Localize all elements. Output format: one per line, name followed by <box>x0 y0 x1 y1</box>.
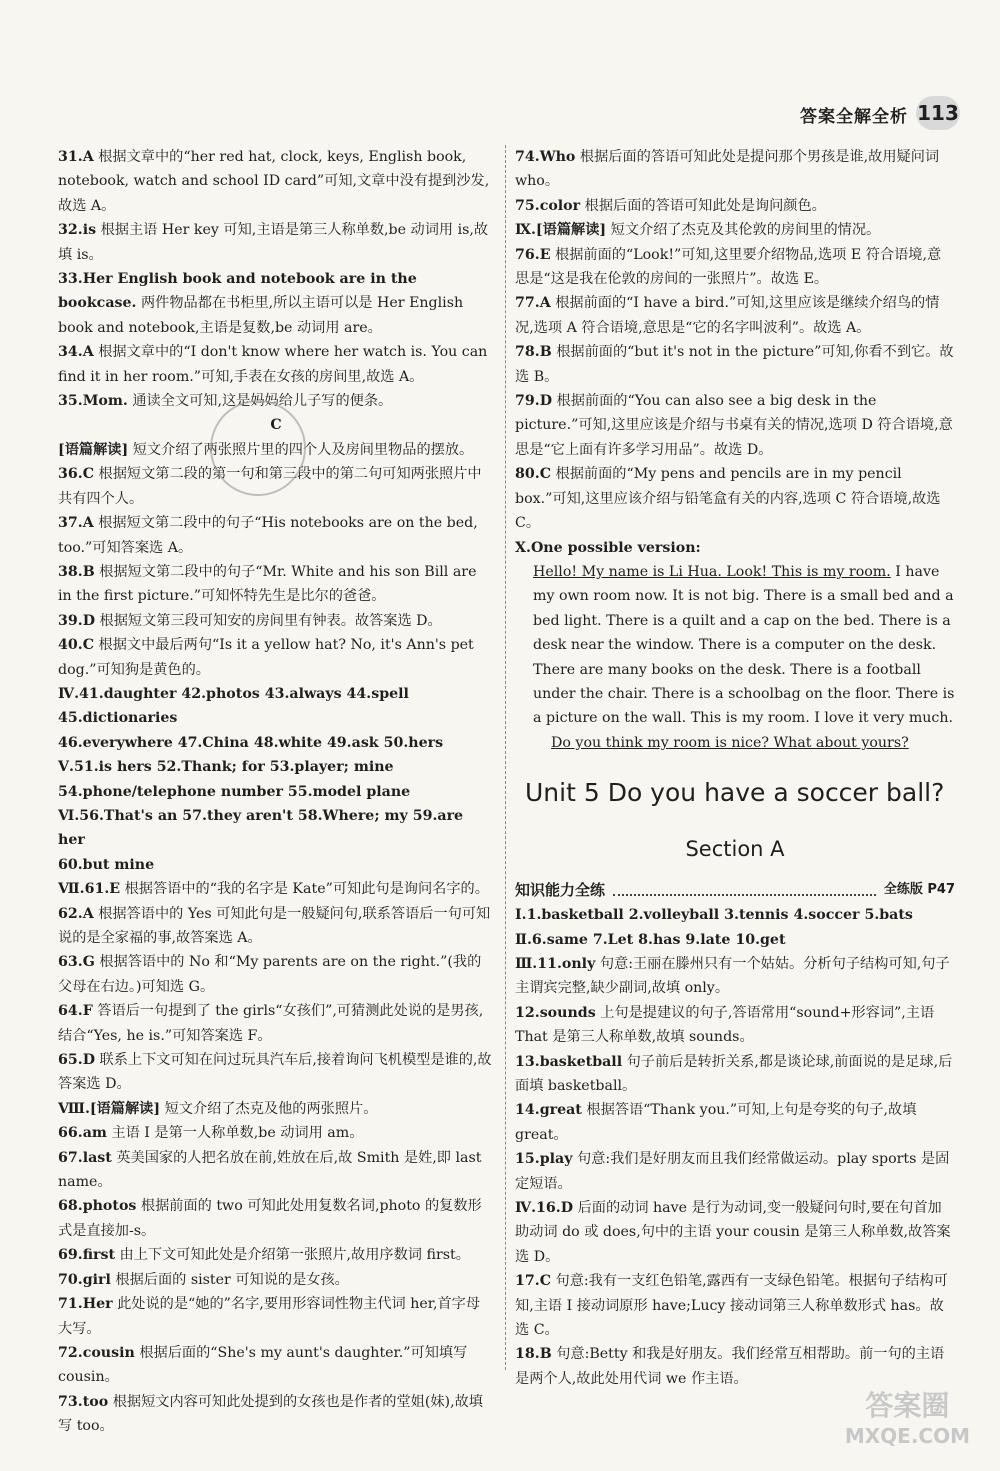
answer-key: Ⅰ.1.basketball 2.volleyball 3.tennis 4.soccer 5.bats <box>515 907 913 924</box>
answer-explanation: 句意:Betty 和我是好朋友。我们经常互相帮助。前一句的主语是两个人,故此处用代词 we 作主语。 <box>515 1346 945 1387</box>
answer-item <box>515 1342 955 1391</box>
answer-key: photos <box>82 1198 137 1215</box>
answer-explanation: 根据短文内容可知此处提到的女孩也是作者的堂姐(妹),故填写 too。 <box>58 1393 483 1435</box>
answer-number: 32. <box>58 222 83 239</box>
answer-item <box>58 877 494 901</box>
answer-key: A <box>82 344 94 361</box>
practice-bar-dots <box>613 884 876 896</box>
answer-item <box>58 1390 494 1439</box>
answer-item <box>58 145 494 218</box>
answer-key: A <box>82 515 94 532</box>
answer-key: E <box>539 246 551 263</box>
answer-number: 34. <box>58 344 83 361</box>
answer-explanation: 根据前面的“You can also see a big desk in the picture.”可知,这里应该是介绍与书桌有关的情况,选项 D 符合语境,意思是“它上面有许多学习用品”。故选 D。 <box>515 393 953 458</box>
answer-number: 18. <box>515 1346 540 1363</box>
answer-key: C <box>82 637 94 654</box>
answer-key: is <box>82 222 97 239</box>
answer-item <box>515 1098 955 1147</box>
answer-item <box>58 609 494 633</box>
answer-key: B <box>539 344 552 361</box>
left-answers-b <box>58 438 494 1439</box>
answer-number: 65. <box>58 1052 83 1069</box>
answer-number: 71. <box>58 1296 83 1313</box>
answer-key: D <box>82 1052 95 1069</box>
answer-explanation: 根据前面的“Look!”可知,这里要介绍物品,选项 E 符合语境,意思是“这是我在伦敦的房间的一张照片”。故选 E。 <box>515 246 942 288</box>
answer-key: Who <box>539 149 576 165</box>
answer-number: 78. <box>515 344 540 361</box>
answer-item <box>58 1268 494 1292</box>
column-divider <box>505 145 506 1370</box>
answer-key: Ⅱ.6.same 7.Let 8.has 9.late 10.get <box>515 931 786 948</box>
answer-number: 64. <box>58 1003 83 1020</box>
answer-explanation: 短文介绍了杰克及他的两张照片。 <box>164 1100 378 1117</box>
answer-key: first <box>82 1247 116 1264</box>
answer-item <box>515 1269 955 1342</box>
answer-explanation: 根据短文第二段中的句子“Mr. White and his son Bill are in the first picture.”可知怀特先生是比尔的爸爸。 <box>58 563 477 605</box>
answer-key: C <box>82 466 94 483</box>
answer-explanation: 主语 I 是第一人称单数,be 动词用 am。 <box>111 1125 364 1142</box>
answer-key: Ⅵ.56.That's an 57.they aren't 58.Where; my 59.are her <box>58 807 464 849</box>
answer-key: [语篇解读] <box>89 1100 161 1117</box>
practice-bar-label: 知识能力全练 <box>515 881 606 900</box>
answer-key: 60.but mine <box>58 856 155 873</box>
answer-number: Ⅸ. <box>515 222 536 239</box>
answer-key: [语篇解读] <box>535 222 607 239</box>
answer-explanation: 根据后面的答语可知此处是询问颜色。 <box>584 197 826 214</box>
answer-item <box>58 999 494 1048</box>
answer-key: basketball <box>539 1053 623 1070</box>
answer-explanation: 根据前面的“My pens and pencils are in my pencil box.”可知,这里应该介绍与铅笔盒有关的内容,选项 C 符合语境,故选 C。 <box>515 466 941 532</box>
answer-item <box>58 1097 494 1121</box>
answer-number: 35. <box>58 393 83 410</box>
answer-item <box>58 560 494 609</box>
answer-key: Mom. <box>82 393 128 410</box>
answer-item <box>515 952 955 1001</box>
answer-key: D <box>539 393 552 410</box>
answer-number: 79. <box>515 393 540 410</box>
answer-key: too <box>82 1393 109 1410</box>
answer-item <box>515 194 955 218</box>
answer-item <box>58 1121 494 1145</box>
answer-number: Ⅲ.11. <box>515 955 562 972</box>
practice-bar <box>515 877 955 903</box>
page-header <box>0 0 1000 127</box>
answer-item <box>58 633 494 682</box>
answer-explanation: 根据短文第三段可知安的房间里有钟表。故答案选 D。 <box>99 612 442 629</box>
answer-key: One possible version: <box>530 539 701 556</box>
answer-key: A <box>539 295 551 312</box>
answer-item <box>515 903 955 927</box>
answer-explanation: 句意:我们是好朋友而且我们经常做运动。play sports 是固定短语。 <box>515 1151 950 1192</box>
answer-item <box>58 340 494 389</box>
answer-explanation: 通读全文可知,这是妈妈给儿子写的便条。 <box>132 393 393 410</box>
right-column <box>515 145 955 1391</box>
answer-item <box>58 902 494 951</box>
answer-explanation: 根据文中最后两句“Is it a yellow hat? No, it's Ann's pet dog.”可知狗是黄色的。 <box>58 637 474 678</box>
answer-item <box>58 682 494 731</box>
answer-explanation: 根据短文第二段的第一句和第三段中的第二句可知两张照片中共有四个人。 <box>58 466 482 507</box>
watermark-logo <box>845 1391 970 1451</box>
answer-number: 73. <box>58 1393 83 1410</box>
answer-key: E <box>109 881 121 898</box>
answer-key: last <box>82 1149 112 1166</box>
answer-key: Ⅴ.51.is hers 52.Thank; for 53.player; mine 54.phone/telephone number 55.model plane <box>58 759 411 800</box>
answer-number: 15. <box>515 1151 540 1168</box>
answer-item <box>58 1048 494 1097</box>
answer-explanation: 根据前面的 two 可知此处用复数名词,photo 的复数形式是直接加-s。 <box>58 1198 482 1239</box>
answer-explanation: 两件物品都在书柜里,所以主语可以是 Her English book and notebook,主语是复数,be 动词用 are。 <box>58 295 464 336</box>
section-title: Section A <box>685 837 785 862</box>
answer-explanation: 句意:王丽在滕州只有一个姑姑。分析句子结构可知,句子主谓宾完整,缺少副词,故填 only。 <box>515 955 950 997</box>
answer-item <box>515 1147 955 1196</box>
answer-number: 17. <box>515 1273 540 1290</box>
answer-number: Ⅳ.16. <box>515 1200 561 1217</box>
answer-key: [语篇解读] <box>58 441 129 458</box>
answer-number: 31. <box>58 149 83 165</box>
answer-number: 33. <box>58 271 83 288</box>
answer-item <box>58 1194 494 1243</box>
answer-explanation: 根据主语 Her key 可知,主语是第三人称单数,be 动词用 is,故填 is。 <box>58 222 489 263</box>
answer-key: Her <box>82 1296 113 1313</box>
header-title: 答案全解全析 <box>800 107 908 127</box>
answer-explanation: 答语后一句提到了 the girls“女孩们”,可猜测此处说的是男孩,结合“Yes, he is.”可知答案选 F。 <box>58 1003 484 1044</box>
essay-first-line: Hello! My name is Li Hua. Look! This is my room. <box>533 563 891 580</box>
answer-number: 72. <box>58 1344 83 1361</box>
essay-body: I have my own room now. It is not big. There is a small bed and a bed light. There is a quilt and a cap on the bed. There is a desk near the window. There is a computer on the desk. There are many books on the desk. There is a football under the chair. There is a schoolbag on the floor. There is a picture on the wall. This is my room. I love it very much. <box>533 563 955 727</box>
answer-number: Ⅶ.61. <box>58 881 110 898</box>
answer-number: 13. <box>515 1053 540 1070</box>
answer-item <box>515 340 955 389</box>
answer-number: 75. <box>515 197 540 214</box>
answer-number: 80. <box>515 466 540 483</box>
answer-explanation: 根据后面的 sister 可知说的是女孩。 <box>115 1271 349 1288</box>
left-answers-a <box>58 145 494 413</box>
answer-item <box>515 1001 955 1050</box>
answer-number: Ⅹ. <box>515 539 531 556</box>
answer-key: color <box>539 197 581 214</box>
answer-number: 74. <box>515 149 540 165</box>
answer-explanation: 此处说的是“她的”名字,要用形容词性物主代词 her,首字母大写。 <box>58 1296 481 1337</box>
answer-explanation: 上句是提建议的句子,答语常用“sound+形容词”,主语 That 是第三人称单数,故填 sounds。 <box>515 1004 935 1046</box>
answer-key: only <box>561 955 596 972</box>
answer-number: 69. <box>58 1247 83 1264</box>
answer-item <box>58 804 494 853</box>
answer-key: C <box>539 1273 551 1290</box>
unit-title: Unit 5 Do you have a soccer ball? <box>525 778 945 808</box>
answer-explanation: 句意:我有一支红色铅笔,露西有一支绿色铅笔。根据句子结构可知,主语 I 接动词原形 have;Lucy 接动词第三人称单数形式 has。故选 C。 <box>515 1273 948 1339</box>
answer-item <box>58 1292 494 1341</box>
answer-explanation: 根据文章中的“I don't know where her watch is. You can find it in her room.”可知,手表在女孩的房间里,故选 A。 <box>58 344 488 385</box>
answer-number: 67. <box>58 1149 83 1166</box>
essay-last-line: Do you think my room is nice? What about yours? <box>551 734 909 751</box>
practice-bar-ref: 全练版 P47 <box>883 882 955 898</box>
answer-key: 46.everywhere 47.China 48.white 49.ask 50.hers <box>58 734 444 751</box>
answer-number: 68. <box>58 1198 83 1215</box>
answer-explanation: 句子前后是转折关系,都是谈论球,前面说的是足球,后面填 basketball。 <box>515 1053 953 1094</box>
answer-number: 39. <box>58 612 83 629</box>
answer-explanation: 根据答语中的 Yes 可知此句是一般疑问句,联系答语后一句可知说的是全家福的事,故答案选 A。 <box>58 905 491 946</box>
right-answers-b <box>515 903 955 1391</box>
watermark-line1: 答案圈 <box>865 1389 950 1422</box>
answer-item <box>515 1196 955 1269</box>
right-answers-a <box>515 145 955 560</box>
answer-key: Ⅳ.41.daughter 42.photos 43.always 44.spell 45.dictionaries <box>58 685 409 727</box>
answer-explanation: 短文介绍了两张照片里的四个人及房间里物品的摆放。 <box>132 441 474 458</box>
answer-item <box>515 928 955 952</box>
answer-item <box>515 462 955 535</box>
answer-key: girl <box>82 1271 111 1288</box>
page-number: 113 <box>916 96 960 130</box>
answer-key: A <box>82 905 94 922</box>
answer-number: 12. <box>515 1004 540 1021</box>
answer-item <box>58 853 494 877</box>
answer-item <box>58 218 494 267</box>
answer-key: great <box>539 1102 582 1119</box>
answer-item <box>515 1050 955 1099</box>
answer-key: D <box>560 1200 574 1217</box>
answer-explanation: 根据答语“Thank you.”可知,上句是夸奖的句子,故填 great。 <box>515 1102 917 1143</box>
answer-explanation: 根据答语中的“我的名字是 Kate”可知此句是询问名字的。 <box>124 881 489 898</box>
answer-key: sounds <box>539 1004 596 1021</box>
answer-key: B <box>82 563 95 580</box>
answer-explanation: 根据前面的“but it's not in the picture”可知,你看不到它。故选 B。 <box>515 344 954 385</box>
answer-key: B <box>539 1346 552 1363</box>
answer-number: 37. <box>58 515 83 532</box>
answer-explanation: 根据后面的“She's my aunt's daughter.”可知填写 cousin。 <box>58 1344 468 1386</box>
answer-key: G <box>82 954 95 971</box>
answer-explanation: 联系上下文可知在问过玩具汽车后,接着询问飞机模型是谁的,故答案选 D。 <box>58 1052 492 1093</box>
answer-item <box>58 1341 494 1390</box>
answer-number: 63. <box>58 954 83 971</box>
answer-item <box>58 950 494 999</box>
answer-item <box>515 145 955 194</box>
answer-number: Ⅷ. <box>58 1100 90 1117</box>
answer-key: D <box>82 612 95 629</box>
answer-number: 77. <box>515 295 540 312</box>
answer-key: play <box>539 1151 573 1168</box>
answer-item <box>58 1146 494 1195</box>
sample-essay <box>515 560 955 755</box>
answer-explanation: 根据答语中的 No 和“My parents are on the right.”(我的父母在右边。)可知选 G。 <box>58 954 482 995</box>
answer-number: 38. <box>58 563 83 580</box>
answer-explanation: 根据前面的“I have a bird.”可知,这里应该是继续介绍鸟的情况,选项 A 符合语境,意思是“它的名字叫波利”。故选 A。 <box>515 295 940 336</box>
answer-explanation: 根据文章中的“her red hat, clock, keys, English book, notebook, watch and school ID card”可知,文章中没有提到沙发,故选 A。 <box>58 149 490 214</box>
answer-explanation: 后面的动词 have 是行为动词,变一般疑问句时,要在句首加助动词 do 或 does,句中的主语 your cousin 是第三人称单数,故答案选 D。 <box>515 1200 951 1265</box>
answer-key: C <box>539 466 551 483</box>
answer-explanation: 由上下文可知此处是介绍第一张照片,故用序数词 first。 <box>119 1247 470 1264</box>
answer-item <box>515 291 955 340</box>
answer-number: 66. <box>58 1125 83 1142</box>
answer-item <box>58 1243 494 1267</box>
answer-item <box>58 731 494 755</box>
answer-key: Her English book and notebook are in the bookcase. <box>58 271 417 312</box>
answer-key: F <box>82 1003 93 1020</box>
section-c-heading: C <box>270 417 282 434</box>
answer-number: 76. <box>515 246 540 263</box>
answer-item <box>515 243 955 292</box>
answer-number: 14. <box>515 1102 540 1119</box>
answer-item <box>515 218 955 242</box>
answer-item <box>58 511 494 560</box>
answer-number: 62. <box>58 905 83 922</box>
answer-explanation: 短文介绍了杰克及其伦敦的房间里的情况。 <box>610 222 881 239</box>
answer-item <box>515 536 955 560</box>
answer-key: A <box>82 149 94 165</box>
answer-key: am <box>82 1125 107 1142</box>
answer-item <box>515 389 955 462</box>
answer-number: 36. <box>58 466 83 483</box>
answer-explanation: 根据后面的答语可知此处是提问那个男孩是谁,故用疑问词 who。 <box>515 149 940 190</box>
answer-key: cousin <box>82 1344 135 1361</box>
answer-item <box>58 267 494 340</box>
answer-explanation: 英美国家的人把名放在前,姓放在后,故 Smith 是姓,即 last name。 <box>58 1149 482 1191</box>
answer-number: 40. <box>58 637 83 654</box>
left-column <box>58 145 494 1439</box>
answer-explanation: 根据短文第二段中的句子“His notebooks are on the bed, too.”可知答案选 A。 <box>58 515 478 556</box>
answer-number: 70. <box>58 1271 83 1288</box>
answer-item <box>58 755 494 804</box>
watermark-line2: MXQE.COM <box>844 1424 970 1448</box>
